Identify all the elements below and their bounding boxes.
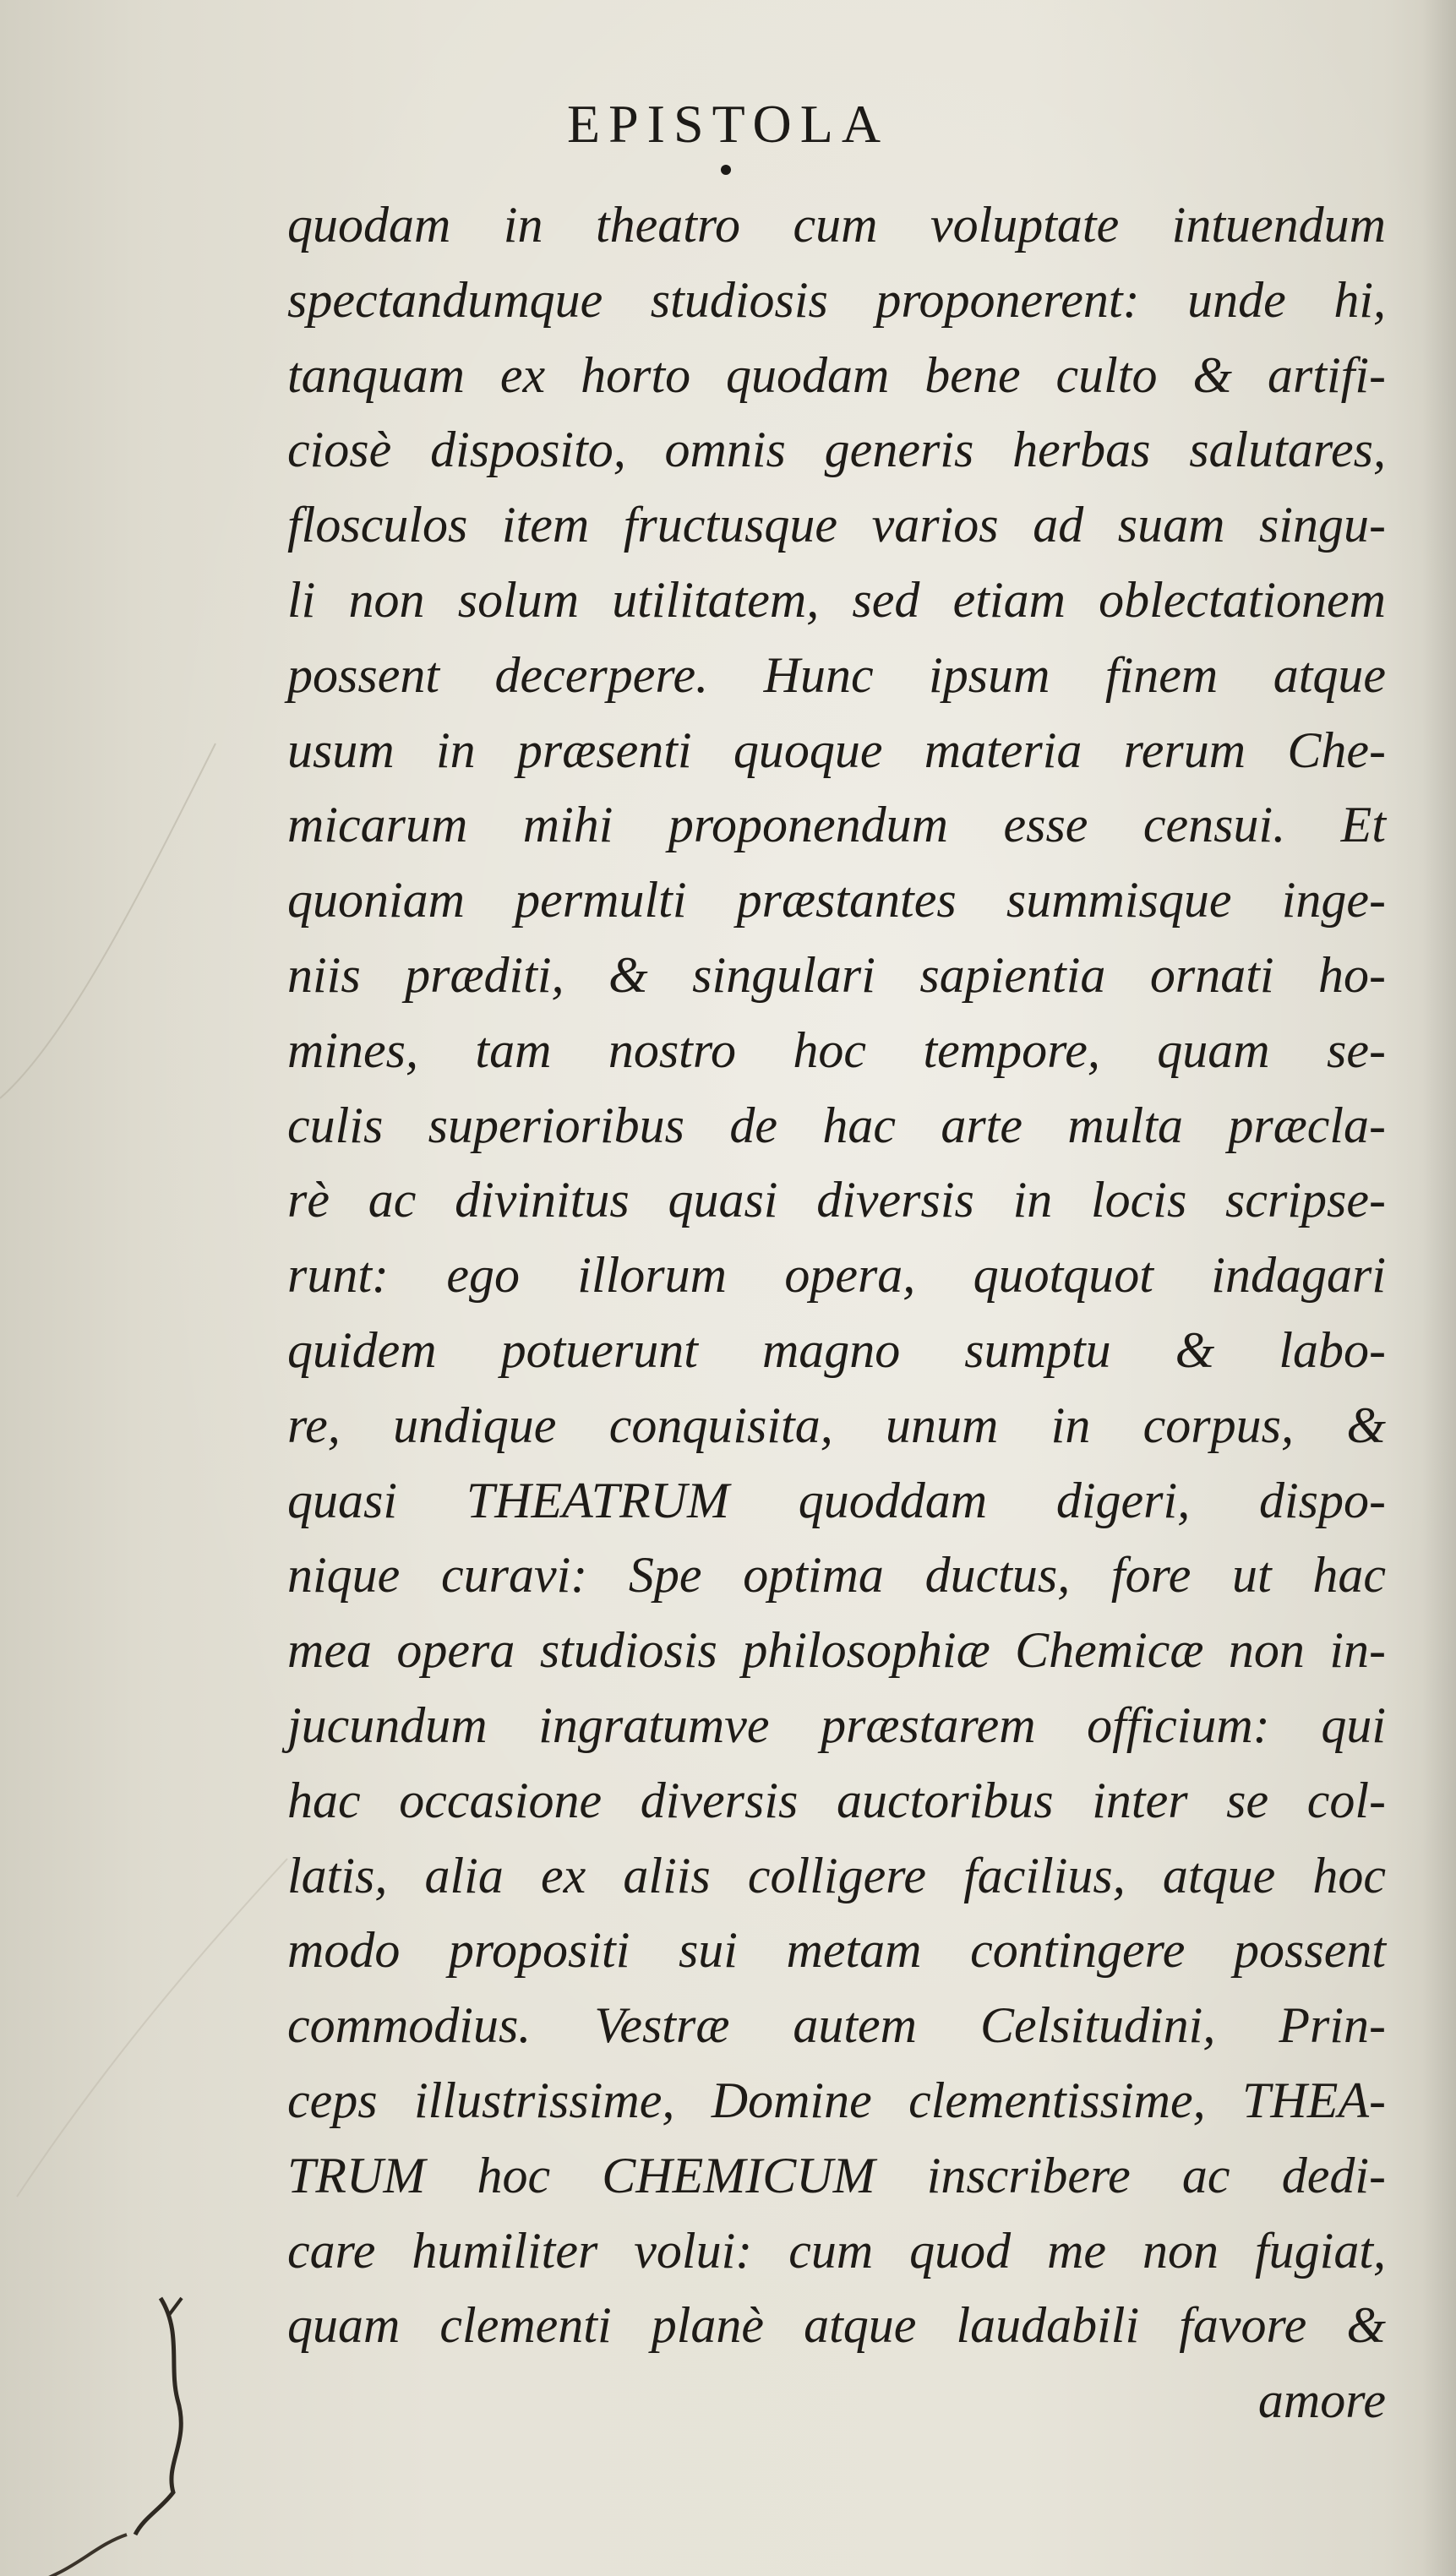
text-line: quam clementi planè atque laudabili favore & — [287, 2297, 1386, 2354]
text-line: mea opera studiosis philosophiæ Chemicæ non in- — [287, 1622, 1386, 1679]
text-line: ciosè disposito, omnis generis herbas salutares, — [287, 422, 1386, 478]
text-line: nique curavi: Spe optima ductus, fore ut hac — [287, 1547, 1386, 1604]
text-line: quoniam permulti præstantes summisque inge- — [287, 872, 1386, 929]
text-line: quasi THEATRUM quoddam digeri, dispo- — [287, 1472, 1386, 1528]
text-line: culis superioribus de hac arte multa præcla- — [287, 1097, 1386, 1153]
text-line: commodius. Vestræ autem Celsitudini, Prin- — [287, 1997, 1386, 2054]
text-line: quidem potuerunt magno sumptu & labo- — [287, 1321, 1386, 1378]
text-line: jucundum ingratumve præstarem officium: qui — [287, 1696, 1386, 1753]
text-line: re, undique conquisita, unum in corpus, & — [287, 1397, 1386, 1453]
text-line: flosculos item fructusque varios ad suam singu- — [287, 497, 1386, 553]
text-line: li non solum utilitatem, sed etiam oblectationem — [287, 571, 1386, 628]
header-ornament-dot — [721, 165, 731, 175]
text-line: TRUM hoc CHEMICUM inscribere ac dedi- — [287, 2147, 1386, 2203]
text-line: quodam in theatro cum voluptate intuendum — [287, 197, 1386, 253]
text-line: hac occasione diversis auctoribus inter se col- — [287, 1772, 1386, 1828]
text-line: tanquam ex horto quodam bene culto & artifi- — [287, 346, 1386, 403]
binding-tear-mark — [0, 2281, 338, 2576]
epistle-text — [287, 188, 1386, 2438]
page-header: EPISTOLA — [566, 94, 890, 154]
catchword-line: amore — [1257, 2372, 1386, 2429]
text-line: latis, alia ex aliis colligere facilius, atque hoc — [287, 1847, 1386, 1903]
text-line: care humiliter volui: cum quod me non fugiat, — [287, 2222, 1386, 2279]
text-line: rè ac divinitus quasi diversis in locis scripse- — [287, 1172, 1386, 1228]
text-line: modo propositi sui metam contingere possent — [287, 1922, 1386, 1979]
text-line: usum in præsenti quoque materia rerum Che- — [287, 722, 1386, 778]
text-line: micarum mihi proponendum esse censui. Et — [287, 797, 1386, 853]
text-line: spectandumque studiosis proponerent: unde hi, — [287, 271, 1386, 328]
text-line: ceps illustrissime, Domine clementissime, THEA- — [287, 2072, 1386, 2128]
text-line: niis præditi, & singulari sapientia ornati ho- — [287, 946, 1386, 1003]
text-line: possent decerpere. Hunc ipsum finem atque — [287, 646, 1386, 703]
text-line: mines, tam nostro hoc tempore, quam se- — [287, 1021, 1386, 1078]
text-line: runt: ego illorum opera, quotquot indagari — [287, 1247, 1386, 1304]
